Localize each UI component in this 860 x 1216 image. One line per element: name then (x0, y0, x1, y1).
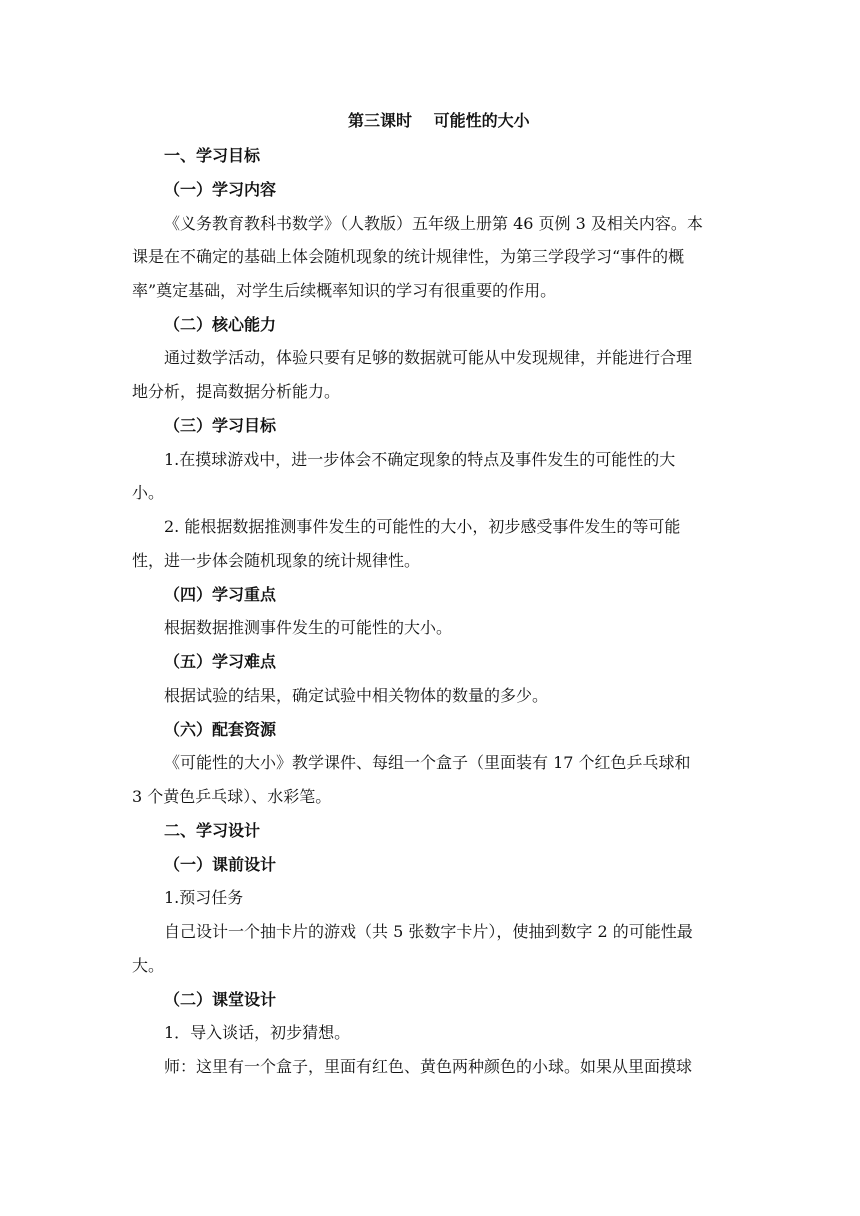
subheading-content: （一）学习内容 (164, 180, 277, 199)
section-heading-goals: 一、学习目标 (164, 146, 261, 165)
paragraph-line: 根据试验的结果，确定试验中相关物体的数量的多少。 (164, 686, 549, 705)
paragraph-line: 师：这里有一个盒子，里面有红色、黄色两种颜色的小球。如果从里面摸球 (164, 1057, 693, 1076)
paragraph-line: 地分析，提高数据分析能力。 (132, 382, 341, 401)
paragraph-line: 通过数学活动，体验只要有足够的数据就可能从中发现规律，并能进行合理 (164, 348, 693, 367)
paragraph-line: 自己设计一个抽卡片的游戏（共 5 张数字卡片），使抽到数字 2 的可能性最 (164, 922, 693, 941)
paragraph-line: 大。 (132, 956, 165, 975)
paragraph-line: 《义务教育教科书数学》（人教版）五年级上册第 46 页例 3 及相关内容。本 (164, 214, 703, 233)
subheading-resources: （六）配套资源 (164, 720, 277, 739)
paragraph-line: 《可能性的大小》教学课件、每组一个盒子（里面装有 17 个红色乒乓球和 (164, 753, 691, 772)
subheading-difficulties: （五）学习难点 (164, 652, 277, 671)
paragraph-line: 1.预习任务 (164, 888, 244, 907)
paragraph-line: 2. 能根据数据推测事件发生的可能性的大小，初步感受事件发生的等可能 (164, 517, 681, 536)
subheading-key-points: （四）学习重点 (164, 585, 277, 604)
subheading-objectives: （三）学习目标 (164, 416, 277, 435)
paragraph-line: 3 个黄色乒乓球）、水彩笔。 (132, 787, 332, 806)
paragraph-line: 1.在摸球游戏中，进一步体会不确定现象的特点及事件发生的可能性的大 (164, 450, 676, 469)
lesson-title: 第三课时 可能性的大小 (348, 111, 530, 130)
paragraph-line: 性，进一步体会随机现象的统计规律性。 (132, 551, 421, 570)
paragraph-line: 1．导入谈话，初步猜想。 (164, 1023, 351, 1042)
paragraph-line: 小。 (132, 483, 165, 502)
section-heading-design: 二、学习设计 (164, 821, 261, 840)
paragraph-line: 课是在不确定的基础上体会随机现象的统计规律性，为第三学段学习“事件的概 (132, 247, 685, 266)
subheading-in-class: （二）课堂设计 (164, 990, 277, 1009)
subheading-pre-class: （一）课前设计 (164, 855, 277, 874)
paragraph-line: 率”奠定基础，对学生后续概率知识的学习有很重要的作用。 (132, 281, 557, 300)
paragraph-line: 根据数据推测事件发生的可能性的大小。 (164, 618, 453, 637)
subheading-ability: （二）核心能力 (164, 315, 277, 334)
